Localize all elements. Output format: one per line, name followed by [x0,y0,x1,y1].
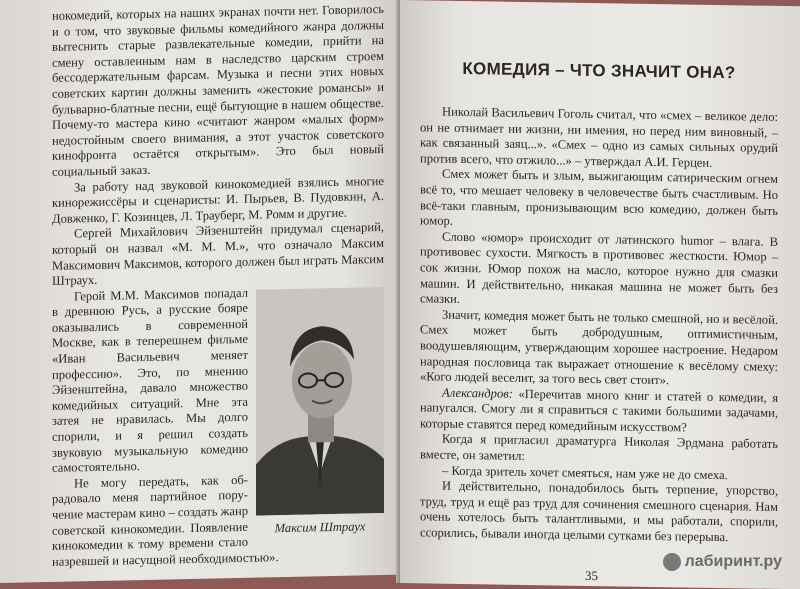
paragraph: Когда я пригласил драматурга Николая Эрдмана работать вместе, он заметил: [420,432,778,469]
paragraph: Герой М.М. Максимов попадал в древнюю Русь, а русские бояре оказывались в современной Москве, как в теперешнем фильме «Иван Васильевич меняет профессию». Это, по мнению Эйзенштейна, давало множество комедийных ситуаций. Мне эта затея не нравилась. Мы долго спорили, и я решил создать звуковую музыкальную комедию самостоятельно. [52,283,384,477]
page-number: 35 [585,568,598,584]
paragraph: нокомедий, которых на наших экранах почти нет. Говорилось и о том, что звуковые фильмы комедийного жанра должны вытеснить старые развлекательные комедии, прийти на смену оставленным нам в наследство царским строем бессодержательным фарсам. Музыка и песни этих новых советских картин должны заменить «жестокие романсы» и бульварно-блатные песни, ещё бытующие в нашем обществе. Почему-то мастера кино «считают жанром «малых форм» недостойным своего внимания, а этот участок советского кинофронта остаётся открытым». Это был новый социальный заказ. [52,2,384,180]
paragraph: Не могу передать, как обрадовало меня партийное поручение мастерам кино – создать жанр советской кинокомедии. Появление кинокомедии к тому времени стало назревшей и насущной необходимостью». [52,470,384,571]
portrait-illustration [256,287,384,516]
paragraph-text: «Перечитав много книг и статей о комедии, я напугался. Смогу ли я справиться с такими большими задачами, которые ставятся перед комедийным искусством? [420,387,778,435]
labirint-logo-icon [663,553,681,571]
paragraph: Слово «юмор» происходит от латинского humor – влага. В противовес сухости. Мягкость в противовес жесткости. Юмор – сок жизни. Юмор похож на масло, которое нужно для смазки машин. И действительно, никакая машина не может быть без смазки. [420,229,778,313]
photo-caption: Максим Штраух [256,519,384,537]
paragraph: – Когда зритель хочет смеяться, нам уже не до смеха. [420,463,778,484]
portrait-photo [256,287,384,516]
paragraph-with-speaker [420,385,778,437]
left-page [0,0,400,583]
photo-block [256,287,384,537]
chapter-title: КОМЕДИЯ – ЧТО ЗНАЧИТ ОНА? [420,58,778,84]
watermark [663,553,782,571]
paragraph: За работу над звуковой кинокомедией взялись многие кинорежиссёры и сценаристы: И. Пырьев, В. Пудовкин, А. Довженко, Г. Козинцев, Л. Трауберг, М. Ромм и другие. [52,173,384,227]
right-page [400,0,800,589]
watermark-text: лабиринт.ру [685,553,782,571]
paragraph: Смех может быть и злым, выжигающим сатирическим огнем всё то, что мешает человеку в человечестве быть счастливым. Но всё-таки главным, пронизывающим всю комедию, должен быть юмор. [420,167,778,235]
paragraph: Николай Васильевич Гоголь считал, что «смех – великое дело: он не отнимает ни жизни, ни имения, но перед ним виновный, – как связанный заяц...». «Смех – одно из самых сильных орудий против всего, что отжило...» – утверждал А.И. Герцен. [420,104,778,172]
paragraph: И действительно, понадобилось быть терпение, упорство, труд, труд и ещё раз труд для сочинения смешного сценария. Нам очень хотелось быть талантливыми, и мы работали, спорили, ссорились, бывали иногда целыми сутками без перерыва. [420,479,778,547]
paragraph: Сергей Михайлович Эйзенштейн придумал сценарий, который он назвал «М. М. М.», что означало Максим Максимович Максимов, которого должен был играть Максим Штраух. [52,220,384,289]
speaker-name: Александров: [442,385,513,400]
paragraph: Значит, комедия может быть не только смешной, но и весёлой. Смех может быть добродушным, оптимистичным, воодушевляющим, утверждающим хорошее настроение. Недаром народная пословица так выражает отношение к весёлому смеху: «Кого людей веселит, за того весь свет стоит». [420,307,778,391]
